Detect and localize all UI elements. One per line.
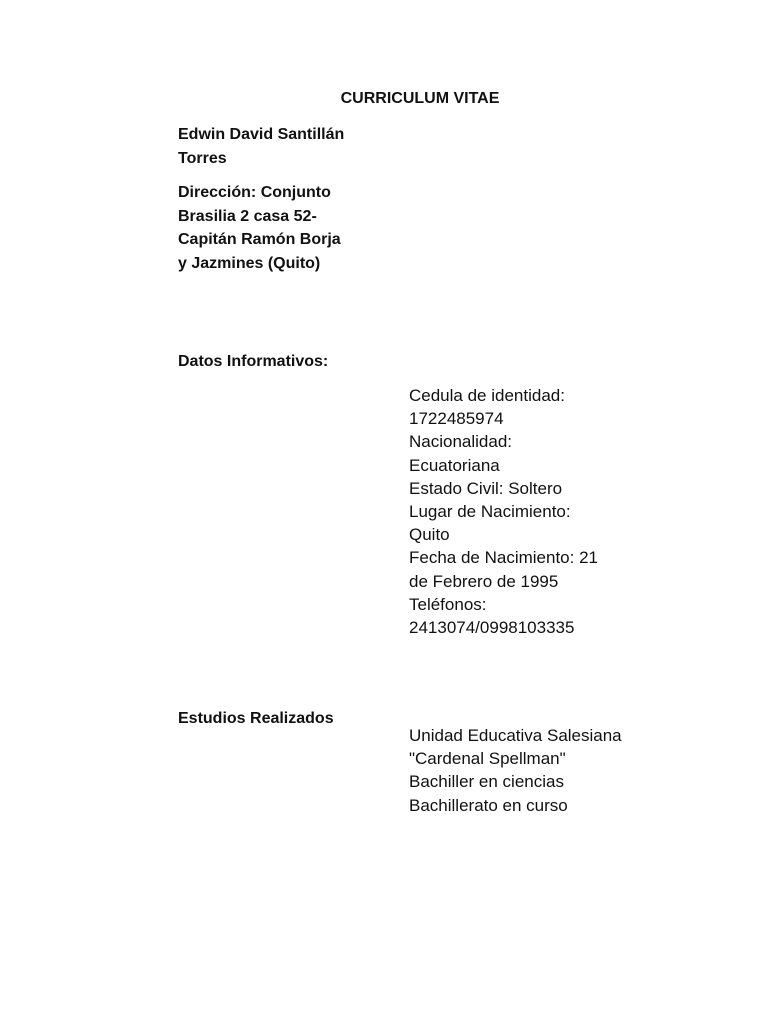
datos-line: 1722485974	[409, 409, 504, 429]
address-line-2: Brasilia 2 casa 52-	[178, 207, 317, 225]
estudios-line: Unidad Educativa Salesiana	[409, 726, 622, 745]
datos-line: Nacionalidad:	[409, 432, 513, 452]
name-line-1: Edwin David Santillán	[178, 126, 345, 143]
address-line-3: Capitán Ramón Borja	[178, 231, 341, 248]
datos-line: de Febrero de 1995	[409, 571, 559, 591]
datos-line: Lugar de Nacimiento:	[409, 502, 571, 522]
datos-line: Ecuatoriana	[409, 455, 500, 475]
estudios-realizados-heading: Estudios Realizados	[178, 710, 334, 727]
estudios-line: Bachiller en ciencias	[409, 772, 564, 792]
address-line-4: y Jazmines (Quito)	[178, 254, 321, 272]
estudios-line: Bachillerato en curso	[409, 795, 568, 815]
applicant-name	[178, 123, 378, 170]
estudios-realizados-details	[409, 724, 649, 817]
datos-line: Estado Civil: Soltero	[409, 478, 563, 498]
datos-line: Fecha de Nacimiento: 21	[409, 548, 598, 568]
estudios-line: "Cardenal Spellman"	[409, 749, 566, 769]
datos-informativos-details	[409, 384, 649, 639]
document-title: CURRICULUM VITAE	[340, 90, 500, 107]
applicant-address	[178, 181, 378, 275]
datos-line: 2413074/0998103335	[409, 618, 575, 638]
address-line-1: Dirección: Conjunto	[178, 184, 331, 201]
name-line-2: Torres	[178, 149, 227, 167]
datos-informativos-heading: Datos Informativos:	[178, 353, 329, 370]
datos-line: Quito	[409, 525, 450, 545]
datos-line: Cedula de identidad:	[409, 386, 565, 405]
datos-line: Teléfonos:	[409, 594, 487, 614]
